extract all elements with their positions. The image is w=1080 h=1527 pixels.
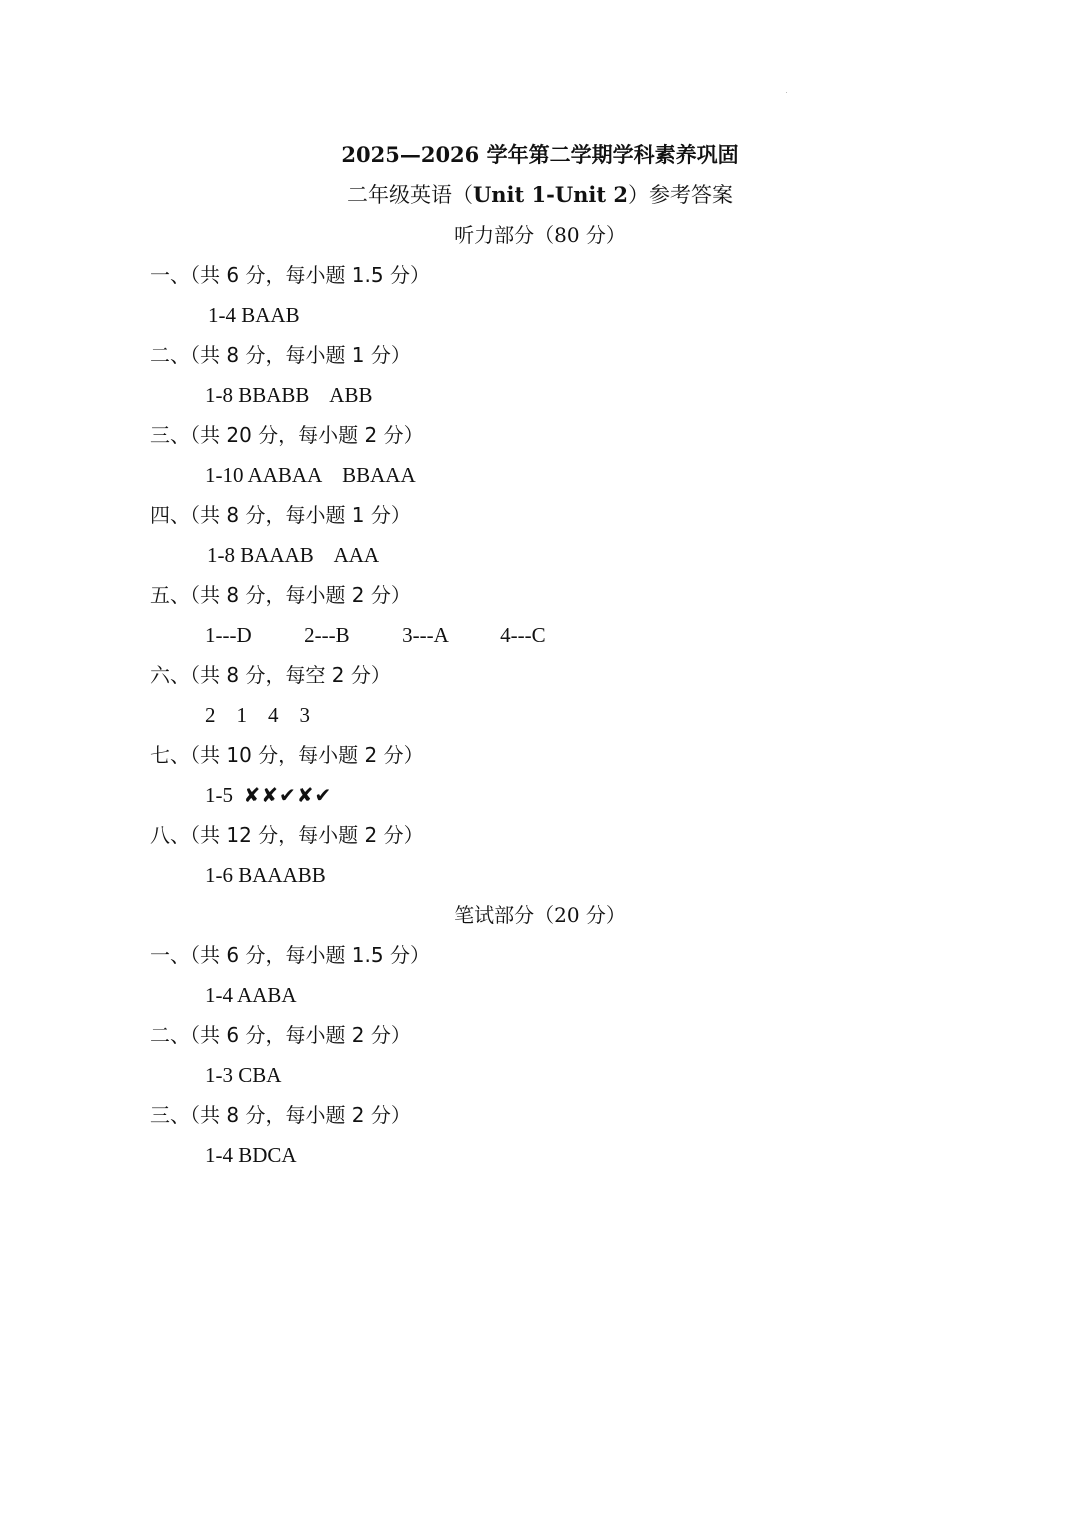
listening-q1-answer: 1-4 BAAB xyxy=(208,303,300,327)
listening-q6-answer: 2 1 4 3 xyxy=(205,703,310,727)
q-label: 二、 xyxy=(150,343,190,367)
listening-q5-header xyxy=(150,580,411,610)
writing-q1-answer: 1-4 AABA xyxy=(205,983,297,1007)
answer-range: 1-5 xyxy=(205,783,244,807)
q-info: （共 8 分，每空 2 分） xyxy=(190,663,391,687)
document-title: 2025—2026 学年第二学期学科素养巩固 xyxy=(341,142,739,167)
q-label: 一、 xyxy=(150,263,190,287)
q-label: 六、 xyxy=(150,663,190,687)
writing-q2-header xyxy=(150,1020,411,1050)
listening-q7-answer xyxy=(205,780,332,810)
subtitle-suffix: ）参考答案 xyxy=(628,183,734,207)
q-info: （共 6 分，每小题 1.5 分） xyxy=(190,943,430,967)
listening-q8-answer: 1-6 BAAABB xyxy=(205,863,326,887)
writing-q3-header xyxy=(150,1100,411,1130)
q-label: 七、 xyxy=(150,743,190,767)
q-label: 二、 xyxy=(150,1023,190,1047)
listening-q2-header xyxy=(150,340,411,370)
q-label: 三、 xyxy=(150,423,190,447)
document-subtitle xyxy=(0,180,1080,210)
listening-q1-header xyxy=(150,260,430,290)
listening-section-heading: 听力部分（80 分） xyxy=(454,223,626,247)
writing-q2-answer: 1-3 CBA xyxy=(205,1063,282,1087)
q-info: （共 12 分，每小题 2 分） xyxy=(190,823,424,847)
listening-q3-header xyxy=(150,420,424,450)
q-label: 四、 xyxy=(150,503,190,527)
q-info: （共 20 分，每小题 2 分） xyxy=(190,423,424,447)
q-info: （共 8 分，每小题 2 分） xyxy=(190,1103,411,1127)
check-cross-marks: ✘✘✔✘✔ xyxy=(243,783,333,807)
listening-q6-header xyxy=(150,660,391,690)
q-label: 三、 xyxy=(150,1103,190,1127)
listening-q5-answer: 1---D 2---B 3---A 4---C xyxy=(205,623,546,647)
listening-q3-answer: 1-10 AABAA BBAAA xyxy=(205,463,416,487)
q-info: （共 8 分，每小题 2 分） xyxy=(190,583,411,607)
q-label: 八、 xyxy=(150,823,190,847)
subtitle-unit-range: Unit 1-Unit 2 xyxy=(472,182,629,207)
q-label: 五、 xyxy=(150,583,190,607)
q-info: （共 8 分，每小题 1 分） xyxy=(190,503,411,527)
listening-q4-answer: 1-8 BAAAB AAA xyxy=(207,543,380,567)
listening-q8-header xyxy=(150,820,424,850)
q-info: （共 6 分，每小题 1.5 分） xyxy=(190,263,430,287)
q-info: （共 6 分，每小题 2 分） xyxy=(190,1023,411,1047)
q-label: 一、 xyxy=(150,943,190,967)
writing-q3-answer: 1-4 BDCA xyxy=(205,1143,297,1167)
subtitle-prefix: 二年级英语（ xyxy=(346,183,473,207)
listening-q7-header xyxy=(150,740,424,770)
writing-section-heading: 笔试部分（20 分） xyxy=(454,903,626,927)
q-info: （共 10 分，每小题 2 分） xyxy=(190,743,424,767)
writing-q1-header xyxy=(150,940,430,970)
scan-dot xyxy=(786,92,787,93)
listening-q2-answer: 1-8 BBABB ABB xyxy=(205,383,373,407)
listening-q4-header xyxy=(150,500,411,530)
q-info: （共 8 分，每小题 1 分） xyxy=(190,343,411,367)
